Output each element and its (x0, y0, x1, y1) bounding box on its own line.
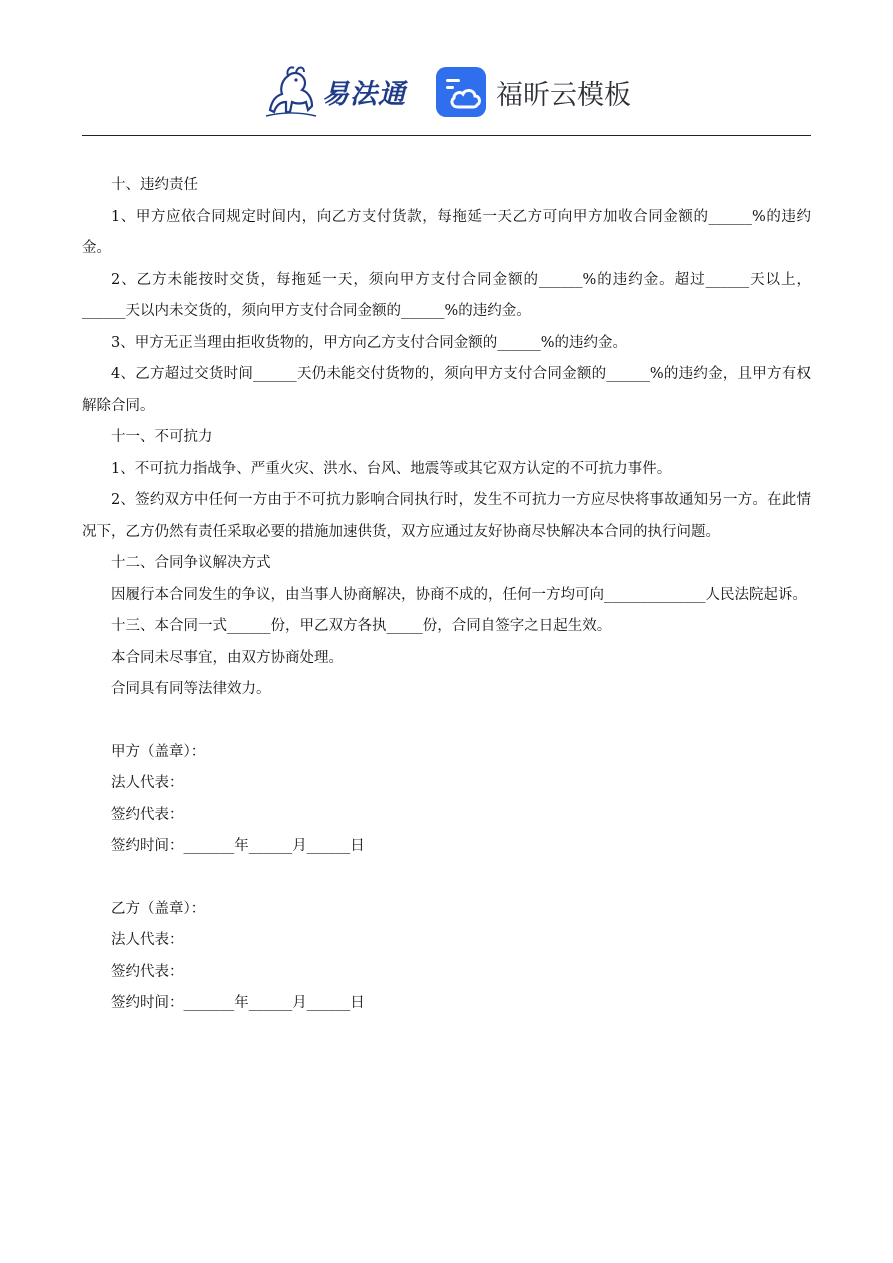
party-b-signature-block (82, 894, 811, 1020)
clause-effect: 合同具有同等法律效力。 (111, 681, 271, 697)
party-b-seal: 乙方（盖章）： (111, 900, 206, 917)
party-a-seal: 甲方（盖章）： (111, 743, 206, 760)
clause-12: 因履行本合同发生的争议，由当事人协商解决，协商不成的，任何一方均可向______________人民法院起诉。 (111, 586, 807, 603)
yifatong-logo (262, 62, 406, 120)
clause-10-2: 2、乙方未能按时交货，每拖延一天，须向甲方支付合同金额的______%的违约金。超过______天以上，______天以内未交货的，须向甲方支付合同金额的______%的违约金。 (82, 271, 811, 319)
page-header (0, 0, 893, 136)
clause-misc: 本合同未尽事宜，由双方协商处理。 (111, 649, 343, 666)
section-heading-breach: 十、违约责任 (111, 177, 198, 193)
party-a-sign-time: 签约时间：_______年______月______日 (111, 838, 365, 854)
spacer (82, 706, 811, 737)
clause-11-2: 2、签约双方中任何一方由于不可抗力影响合同执行时，发生不可抗力一方应尽快将事故通知另一方。在此情况下，乙方仍然有责任采取必要的措施加速供货，双方应通过友好协商尽快解决本合同的执行问题。 (82, 492, 811, 540)
clause-10-3: 3、甲方无正当理由拒收货物的，甲方向乙方支付合同金额的______%的违约金。 (111, 334, 628, 351)
party-a-legal-rep: 法人代表： (111, 775, 184, 791)
qilin-logo-icon (262, 62, 320, 120)
clause-13: 十三、本合同一式______份，甲乙双方各执_____份，合同自签字之日起生效。 (111, 618, 612, 634)
party-b-sign-time: 签约时间：_______年______月______日 (111, 995, 365, 1011)
cloud-document-icon (436, 67, 486, 117)
contract-body (82, 170, 811, 1020)
clause-10-4: 4、乙方超过交货时间______天仍未能交付货物的，须向甲方支付合同金额的______%的违约金，且甲方有权解除合同。 (82, 366, 811, 414)
foxit-template-logo (436, 66, 631, 118)
party-b-sign-rep: 签约代表： (111, 963, 184, 980)
header-divider (82, 135, 811, 136)
section-heading-dispute: 十二、合同争议解决方式 (111, 555, 271, 571)
section-heading-force-majeure: 十一、不可抗力 (111, 429, 213, 445)
brand-yifatong: 易法通 (322, 78, 406, 110)
party-a-sign-rep: 签约代表： (111, 806, 184, 823)
party-b-legal-rep: 法人代表： (111, 932, 184, 948)
spacer (82, 863, 811, 894)
brand-fuxinyun: 福昕云模板 (496, 79, 631, 111)
clause-10-1: 1、甲方应依合同规定时间内，向乙方支付货款，每拖延一天乙方可向甲方加收合同金额的______%的违约金。 (82, 208, 811, 256)
clause-11-1: 1、不可抗力指战争、严重火灾、洪水、台风、地震等或其它双方认定的不可抗力事件。 (111, 460, 672, 477)
party-a-signature-block (82, 737, 811, 863)
